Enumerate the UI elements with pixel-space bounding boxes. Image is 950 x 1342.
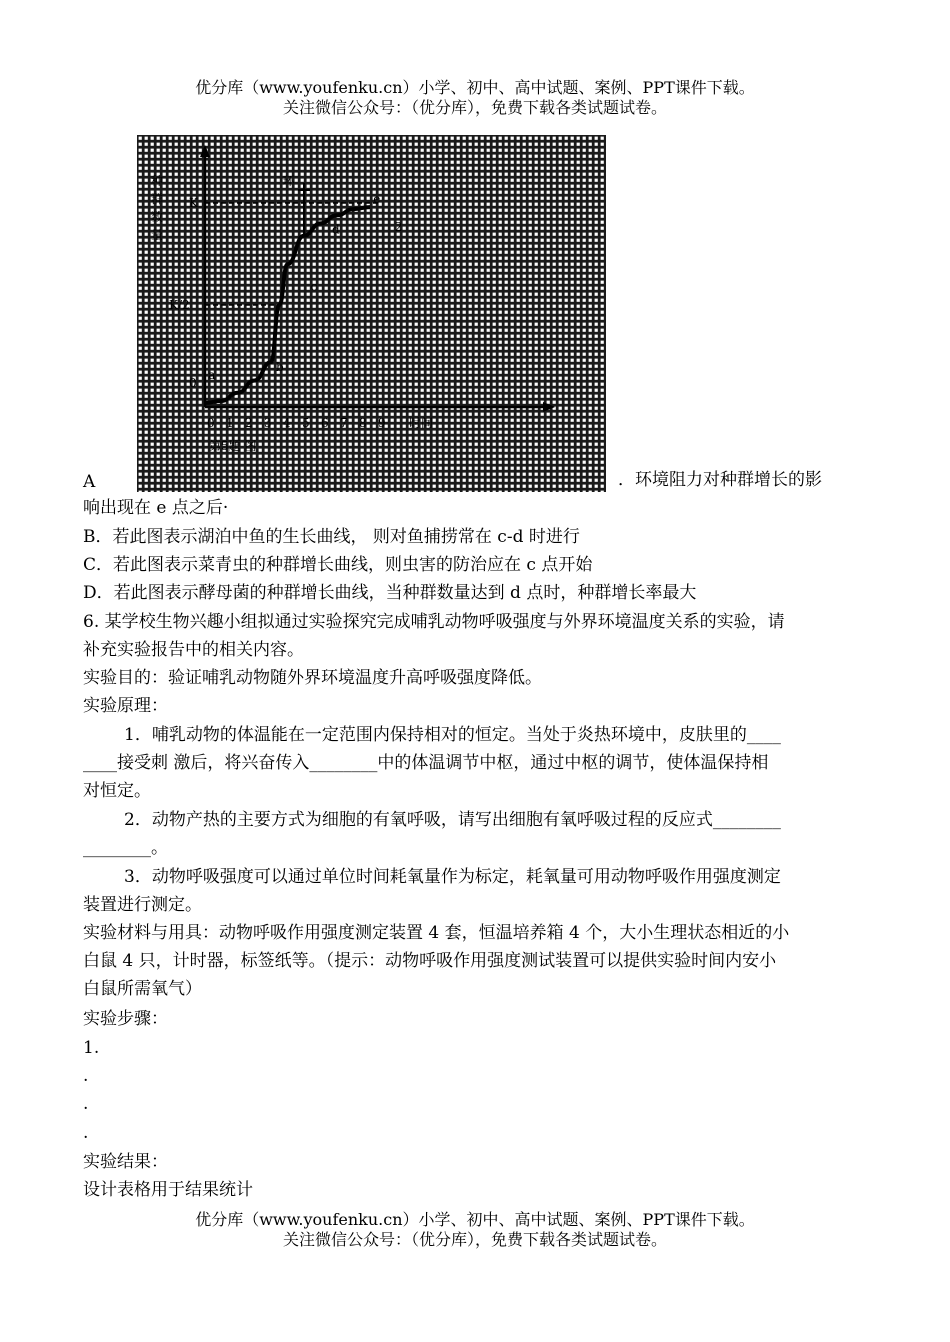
principle-1-line3: 对恒定。 <box>83 781 151 801</box>
x-axis-label: 时间 <box>409 416 434 430</box>
figure-grid-background <box>137 135 606 492</box>
experiment-purpose: 实验目的：验证哺乳动物随外界环境温度升高呼吸强度降低。 <box>83 668 542 688</box>
origin-value-label: 0 <box>189 376 197 390</box>
materials-line2: 白鼠 4 只，计时器，标签纸等。（提示：动物呼吸作用强度测试装置可以提供实验时间内安小 <box>83 951 777 971</box>
curve-point-label: d <box>332 222 340 237</box>
option-a-letter: A <box>83 472 96 492</box>
k-label: K <box>189 196 198 210</box>
y-axis-label-char: 种 <box>151 174 164 188</box>
end-label: 2 <box>394 220 403 234</box>
principle-2-line1: 2．动物产热的主要方式为细胞的有氧呼吸，请写出细胞有氧呼吸过程的反应式________ <box>124 810 781 830</box>
option-a-continued: 响出现在 e 点之后· <box>83 498 229 518</box>
x-tick-label: 8 <box>359 416 367 430</box>
materials-line3: 白鼠所需氧气） <box>83 979 202 999</box>
y-axis-label-char: 量 <box>151 228 164 242</box>
step-dot-2: . <box>83 1094 89 1114</box>
x-tick-label: 4 <box>283 416 291 430</box>
option-c: C．若此图表示菜青虫的种群增长曲线，则虫害的防治应在 c 点开始 <box>83 555 593 575</box>
curve-point-label: e <box>373 192 381 207</box>
results-heading: 实验结果： <box>83 1152 168 1172</box>
y-axis-label-char: 数 <box>151 210 164 224</box>
step-dot-3: . <box>83 1123 89 1143</box>
option-b: B．若此图表示湖泊中鱼的生长曲线， 则对鱼捕捞常在 c-d 时进行 <box>83 527 580 547</box>
principle-3-line1: 3．动物呼吸强度可以通过单位时间耗氧量作为标定，耗氧量可用动物呼吸作用强度测定 <box>124 867 781 887</box>
curve-point-label: a <box>208 368 216 382</box>
materials-line1: 实验材料与用具：动物呼吸作用强度测定装置 4 套，恒温培养箱 4 个，大小生理状态相近的小 <box>83 923 790 943</box>
option-a-text: ．环境阻力对种群增长的影 <box>618 470 822 490</box>
q6-stem-line2: 补充实验报告中的相关内容。 <box>83 640 304 660</box>
principle-1-line1: 1．哺乳动物的体温能在一定范围内保持相对的恒定。当处于炎热环境中，皮肤里的____ <box>124 725 781 745</box>
x-tick-label: 2 <box>245 416 253 430</box>
figure-caption: 第5题 图 <box>209 439 257 453</box>
step-dot-1: . <box>83 1066 89 1086</box>
x-tick-label: 6 <box>321 416 329 430</box>
x-tick-label: 3 <box>264 416 272 430</box>
x-tick-label: 0 <box>207 416 215 430</box>
k-half-label: K/2 <box>169 298 190 312</box>
x-tick-label: 9 <box>378 416 386 430</box>
x-tick-label: 1 <box>226 416 234 430</box>
principle-3-line2: 装置进行测定。 <box>83 895 202 915</box>
marker-label: 环 <box>282 174 295 188</box>
q6-stem-line1: 6. 某学校生物兴趣小组拟通过实验探究完成哺乳动物呼吸强度与外界环境温度关系的实验，请 <box>83 612 785 632</box>
x-tick-label: 7 <box>340 416 348 430</box>
page-header-line2: 关注微信公众号：（优分库），免费下载各类试题试卷。 <box>282 98 667 117</box>
population-growth-figure <box>137 135 606 492</box>
principle-heading: 实验原理： <box>83 696 168 716</box>
y-axis-label-char: 群 <box>151 192 164 206</box>
page-header-line1: 优分库（www.youfenku.cn）小学、初中、高中试题、案例、PPT课件下载。 <box>195 78 755 97</box>
page-footer-line2: 关注微信公众号：（优分库），免费下载各类试题试卷。 <box>282 1230 667 1249</box>
page-footer-line1: 优分库（www.youfenku.cn）小学、初中、高中试题、案例、PPT课件下载。 <box>195 1210 755 1229</box>
table-instruction: 设计表格用于结果统计 <box>83 1180 253 1200</box>
principle-2-line2: ________。 <box>83 838 168 858</box>
curve-point-label: c <box>310 279 318 294</box>
curve-point-label: b <box>275 360 284 374</box>
principle-1-line2: ____接受刺 激后，将兴奋传入________中的体温调节中枢，通过中枢的调节，使体温保持相 <box>83 753 769 773</box>
step-1: 1. <box>83 1038 100 1058</box>
option-d: D．若此图表示酵母菌的种群增长曲线，当种群数量达到 d 点时，种群增长率最大 <box>83 583 697 603</box>
steps-heading: 实验步骤： <box>83 1009 168 1029</box>
x-tick-label: 5 <box>302 416 310 430</box>
